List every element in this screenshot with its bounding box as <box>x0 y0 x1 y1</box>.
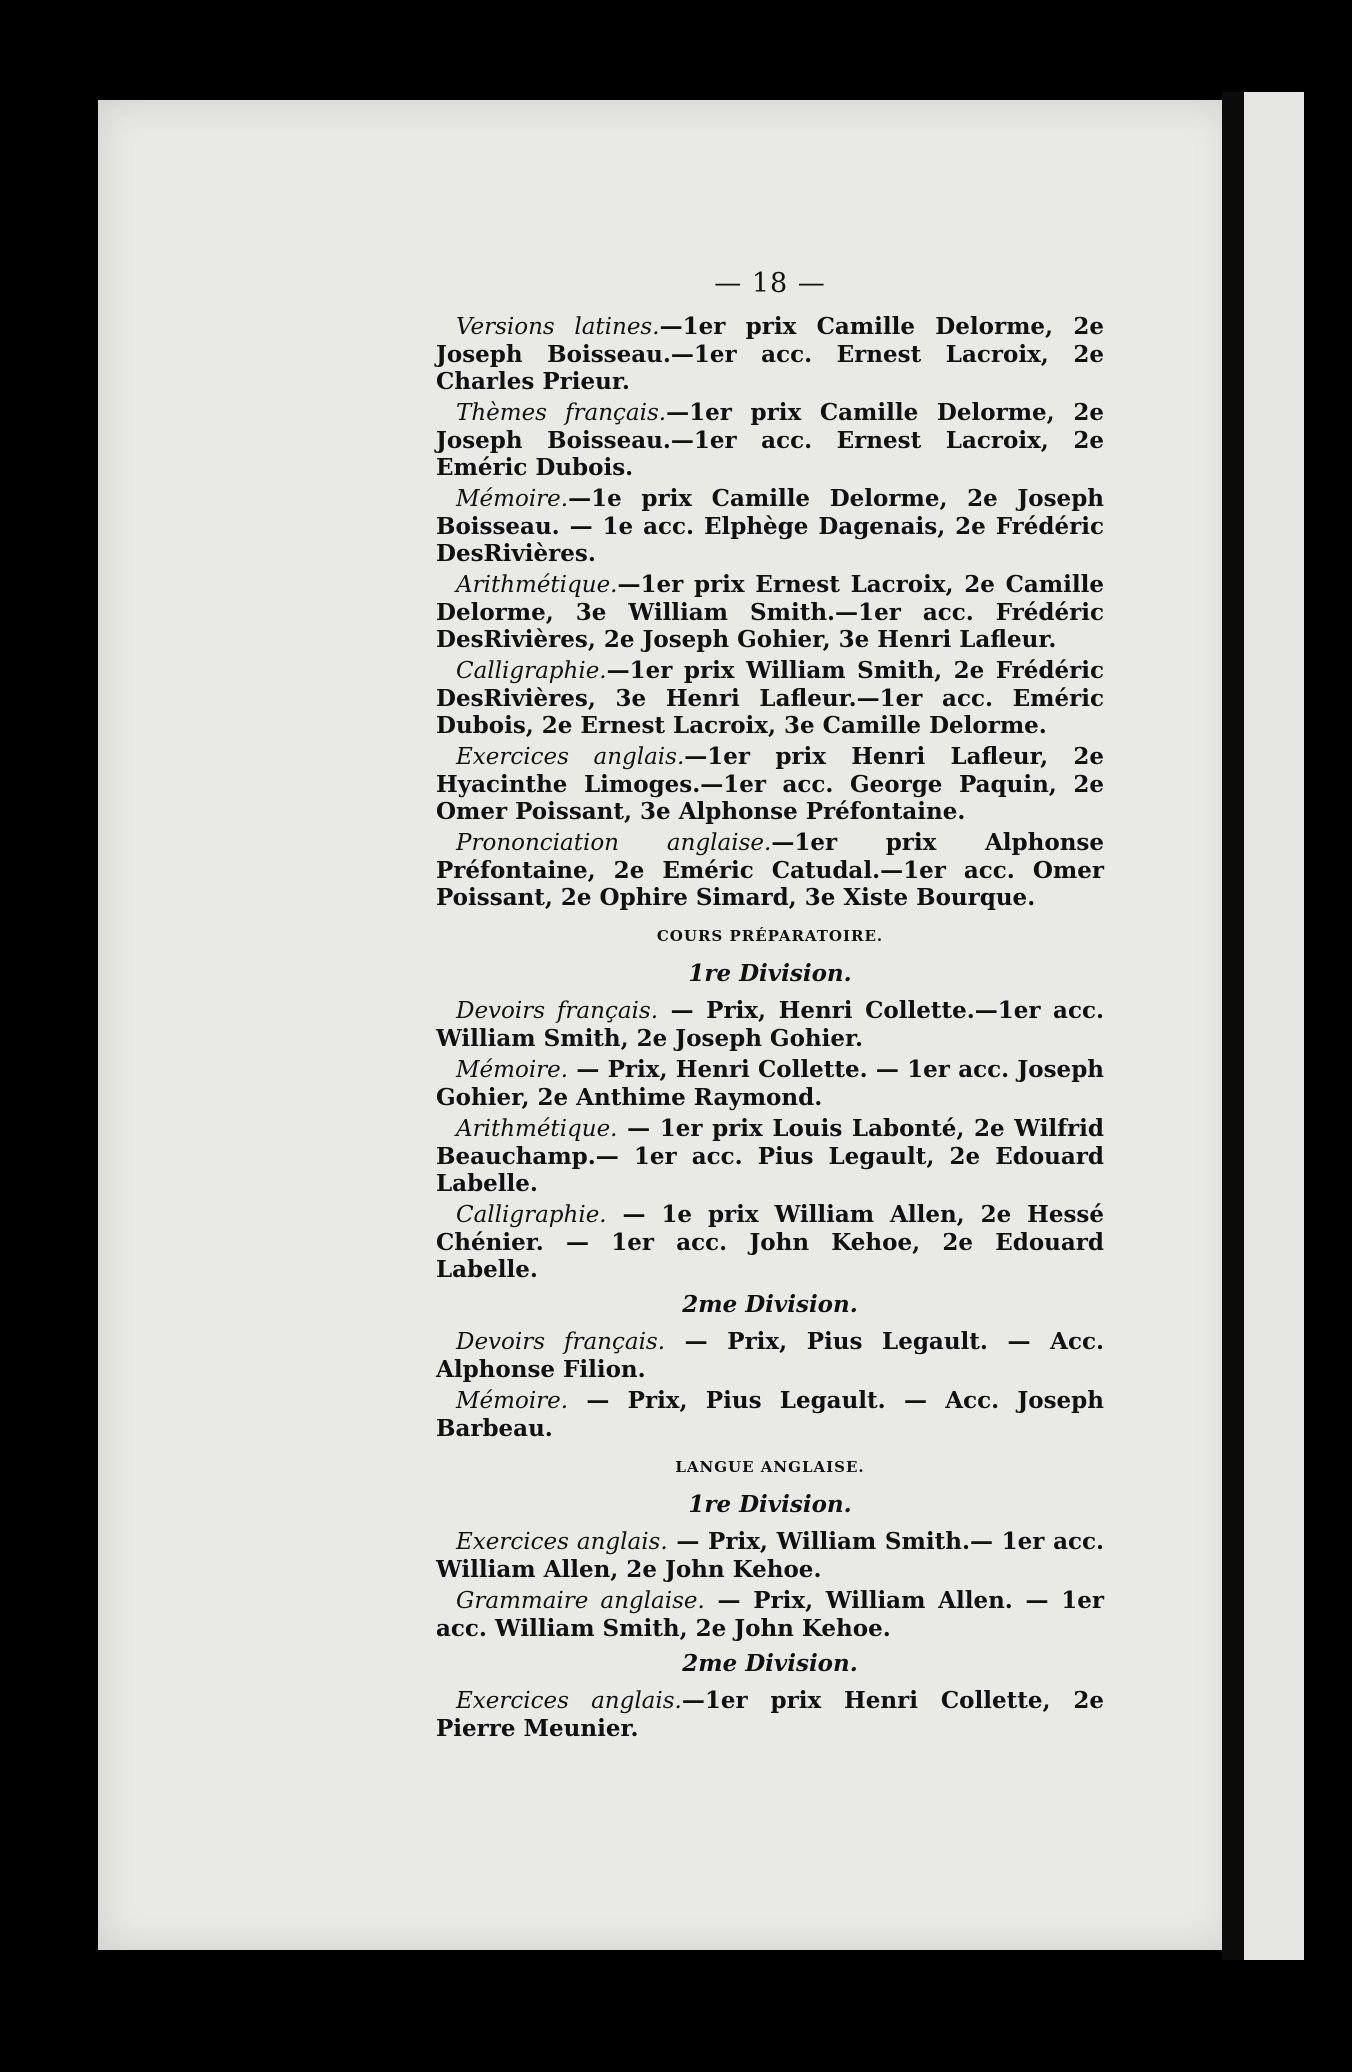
award-paragraph <box>436 1528 1104 1583</box>
award-text: — 1e prix William Allen, 2e Hessé Chénier. — 1er acc. John Kehoe, 2e Edouard Labelle. <box>436 1201 1104 1283</box>
division-heading: 1re Division. <box>688 960 852 987</box>
subject-label: Arithmétique. <box>456 1116 618 1142</box>
section-heading-cours-preparatoire: COURS PRÉPARATOIRE. <box>656 927 884 945</box>
award-paragraph <box>436 743 1104 825</box>
award-text: —1er prix William Smith, 2e Frédéric DesRivières, 3e Henri Lafleur.—1er acc. Eméric Dubois, 2e Ernest Lacroix, 3e Camille Delorme. <box>436 657 1104 739</box>
adjacent-page-edge <box>1244 92 1304 1960</box>
award-text: —1er prix Alphonse Préfontaine, 2e Eméric Catudal.—1er acc. Omer Poissant, 2e Ophire Simard, 3e Xiste Bourque. <box>436 829 1104 911</box>
award-paragraph <box>436 1587 1104 1642</box>
award-paragraph <box>436 1328 1104 1383</box>
subject-label: Mémoire. <box>456 1057 569 1083</box>
subject-label: Exercices anglais. <box>456 1529 668 1555</box>
award-text: — Prix, William Smith.— 1er acc. William Allen, 2e John Kehoe. <box>436 1528 1104 1583</box>
page-text <box>436 270 1104 1746</box>
division-heading: 2me Division. <box>682 1291 858 1318</box>
award-paragraph <box>436 1387 1104 1442</box>
subject-label: Prononciation anglaise. <box>456 830 772 856</box>
subject-label: Devoirs français. <box>456 1329 666 1355</box>
award-text: — 1er prix Louis Labonté, 2e Wilfrid Beauchamp.— 1er acc. Pius Legault, 2e Edouard Labelle. <box>436 1115 1104 1197</box>
subject-label: Thèmes français. <box>456 400 667 426</box>
subject-label: Arithmétique. <box>456 572 618 598</box>
section-heading-langue-anglaise: LANGUE ANGLAISE. <box>675 1458 865 1476</box>
division-heading: 2me Division. <box>682 1650 858 1677</box>
award-text: — Prix, Henri Collette. — 1er acc. Joseph Gohier, 2e Anthime Raymond. <box>436 1056 1104 1111</box>
award-text: — Prix, Pius Legault. — Acc. Alphonse Filion. <box>436 1328 1104 1383</box>
award-paragraph <box>436 829 1104 911</box>
award-paragraph <box>436 997 1104 1052</box>
book-gutter <box>1222 92 1244 1960</box>
award-paragraph <box>436 313 1104 395</box>
awards-block-1 <box>436 313 1104 911</box>
subject-label: Calligraphie. <box>456 1202 607 1228</box>
award-paragraph <box>436 485 1104 567</box>
award-text: —1er prix Henri Lafleur, 2e Hyacinthe Limoges.—1er acc. George Paquin, 2e Omer Poissant, 3e Alphonse Préfontaine. <box>436 743 1104 825</box>
subject-label: Mémoire. <box>456 486 569 512</box>
award-paragraph <box>436 1201 1104 1283</box>
subject-label: Calligraphie. <box>456 658 607 684</box>
award-text: —1er prix Camille Delorme, 2e Joseph Boisseau.—1er acc. Ernest Lacroix, 2e Charles Prieur. <box>436 313 1104 395</box>
page-number: — 18 — <box>714 268 826 299</box>
awards-block-5 <box>436 1687 1104 1742</box>
awards-block-3 <box>436 1328 1104 1442</box>
subject-label: Mémoire. <box>456 1388 569 1414</box>
award-paragraph <box>436 399 1104 481</box>
award-text: — Prix, Henri Collette.—1er acc. William Smith, 2e Joseph Gohier. <box>436 997 1104 1052</box>
division-heading: 1re Division. <box>688 1491 852 1518</box>
award-paragraph <box>436 571 1104 653</box>
award-text: —1er prix Ernest Lacroix, 2e Camille Delorme, 3e William Smith.—1er acc. Frédéric DesRivières, 2e Joseph Gohier, 3e Henri Lafleur. <box>436 571 1104 653</box>
award-paragraph <box>436 1115 1104 1197</box>
subject-label: Exercices anglais. <box>456 744 685 770</box>
subject-label: Grammaire anglaise. <box>456 1588 705 1614</box>
subject-label: Exercices anglais. <box>456 1688 682 1714</box>
award-text: —1e prix Camille Delorme, 2e Joseph Boisseau. — 1e acc. Elphège Dagenais, 2e Frédéric DesRivières. <box>436 485 1104 567</box>
subject-label: Versions latines. <box>456 314 660 340</box>
award-paragraph <box>436 657 1104 739</box>
awards-block-2 <box>436 997 1104 1283</box>
awards-block-4 <box>436 1528 1104 1642</box>
subject-label: Devoirs français. <box>456 998 659 1024</box>
award-text: —1er prix Henri Collette, 2e Pierre Meunier. <box>436 1687 1105 1742</box>
award-paragraph <box>436 1687 1104 1742</box>
award-text: — Prix, William Allen. — 1er acc. William Smith, 2e John Kehoe. <box>436 1587 1104 1642</box>
award-text: —1er prix Camille Delorme, 2e Joseph Boisseau.—1er acc. Ernest Lacroix, 2e Eméric Dubois. <box>436 399 1104 481</box>
award-text: — Prix, Pius Legault. — Acc. Joseph Barbeau. <box>436 1387 1104 1442</box>
award-paragraph <box>436 1056 1104 1111</box>
